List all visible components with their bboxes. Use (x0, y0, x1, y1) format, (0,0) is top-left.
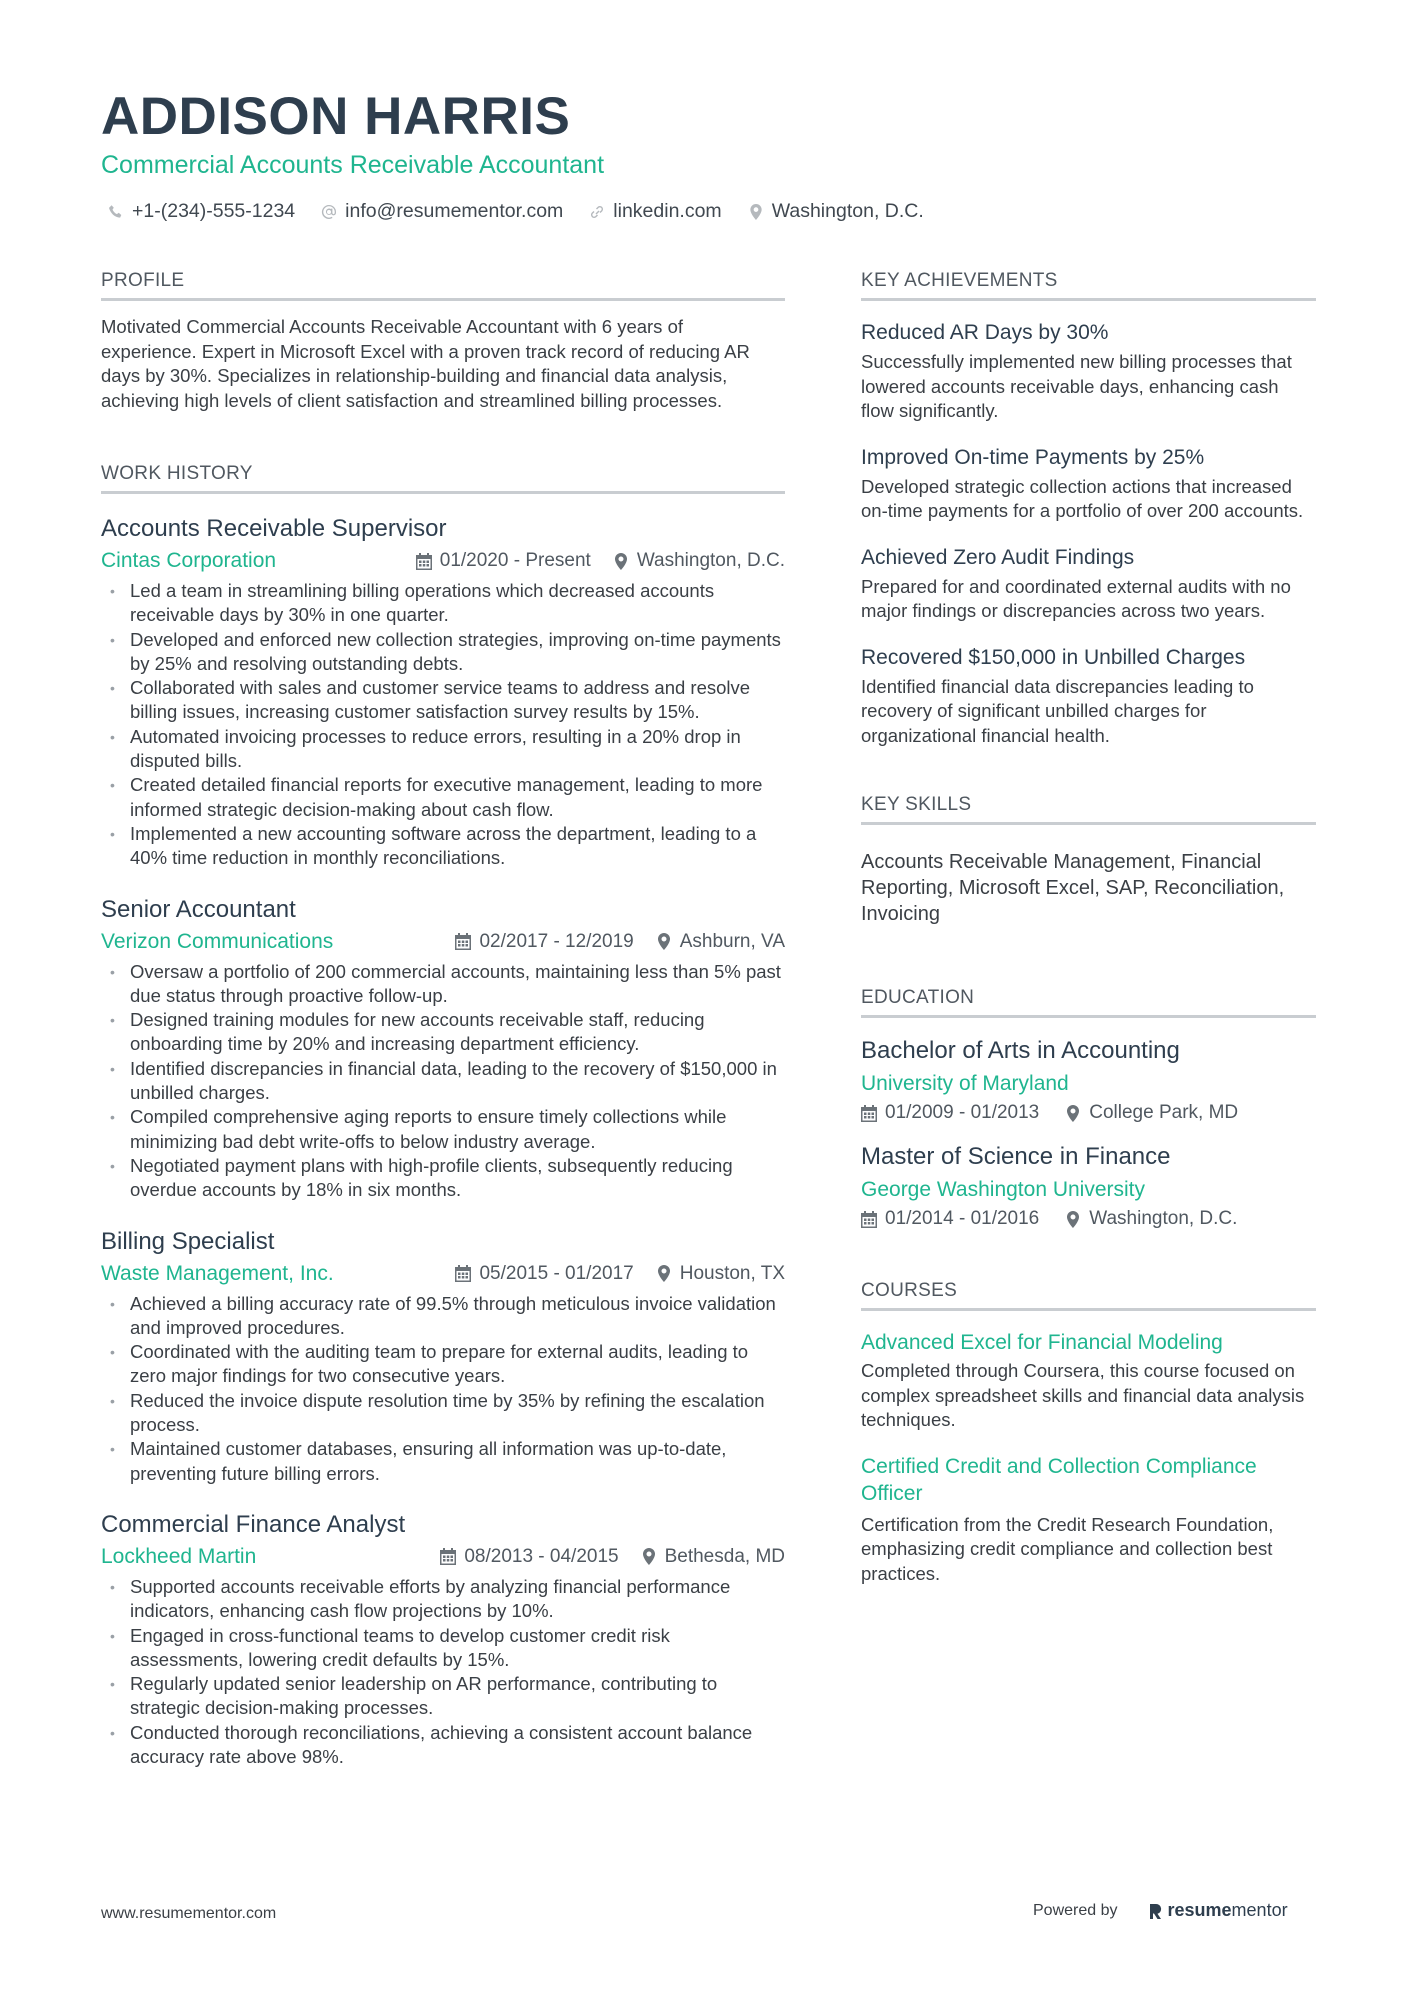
bullet-item: • Created detailed financial reports for executive management, leading to more informed strategic decision-making about cash flow. (101, 773, 785, 822)
achievement-item (861, 644, 1316, 749)
phone-icon (108, 204, 124, 220)
achievement-desc: Prepared for and coordinated external audits with no major findings or discrepancies across two years. (861, 575, 1291, 621)
job-bullets (101, 579, 785, 871)
achievement-title: Reduced AR Days by 30% (861, 321, 1109, 344)
calendar-icon (861, 1105, 877, 1122)
education-school: University of Maryland (861, 1072, 1069, 1095)
bullet-item: • Designed training modules for new accounts receivable staff, reducing onboarding time by 20% and increasing department efficiency. (101, 1008, 785, 1057)
bullet-item: • Engaged in cross-functional teams to develop customer credit risk assessments, lowering credit defaults by 15%. (101, 1624, 785, 1673)
calendar-icon (440, 1548, 456, 1565)
achievement-desc: Identified financial data discrepancies leading to recovery of significant unbilled charges for organizational financial health. (861, 675, 1254, 746)
achievement-item (861, 544, 1316, 624)
bullet-item: • Collaborated with sales and customer service teams to address and resolve billing issues, increasing customer satisfaction survey results by 15%. (101, 676, 785, 725)
footer-brand (1033, 1900, 1288, 1921)
job-role: Commercial Finance Analyst (101, 1510, 406, 1538)
calendar-icon (455, 933, 471, 950)
right-column (861, 270, 1316, 1586)
at-icon (321, 204, 337, 220)
map-pin-icon (748, 204, 764, 220)
bullet-item: • Negotiated payment plans with high-profile clients, subsequently reducing overdue accounts by 18% in six months. (101, 1154, 785, 1203)
map-pin-icon (656, 933, 672, 950)
bullet-item: • Implemented a new accounting software across the department, leading to a 40% time reduction in monthly reconciliations. (101, 822, 785, 871)
bullet-item: • Automated invoicing processes to reduce errors, resulting in a 20% drop in disputed bills. (101, 725, 785, 774)
job-entry (101, 1227, 785, 1486)
bullet-item: • Supported accounts receivable efforts by analyzing financial performance indicators, enhancing cash flow projections by 10%. (101, 1575, 785, 1624)
course-desc: Certification from the Credit Research Foundation, emphasizing credit compliance and collection best practices. (861, 1513, 1274, 1584)
left-column (101, 270, 785, 1769)
education-degree: Bachelor of Arts in Accounting (861, 1037, 1180, 1064)
map-pin-icon (613, 553, 629, 570)
resumementor-logo[interactable] (1148, 1900, 1288, 1921)
courses-heading: COURSES (861, 1280, 1316, 1311)
achievements-heading: KEY ACHIEVEMENTS (861, 270, 1316, 301)
job-bullets (101, 1292, 785, 1486)
bullet-item: • Conducted thorough reconciliations, achieving a consistent account balance accuracy rate above 98%. (101, 1721, 785, 1770)
job-company: Verizon Communications (101, 929, 334, 953)
bullet-item: • Identified discrepancies in financial data, leading to the recovery of $150,000 in unbilled charges. (101, 1057, 785, 1106)
map-pin-icon (656, 1265, 672, 1282)
calendar-icon (861, 1211, 877, 1228)
job-dates: 05/2015 - 01/2017 (479, 1262, 634, 1284)
achievement-desc: Successfully implemented new billing processes that lowered accounts receivable days, enhancing cash flow significantly. (861, 351, 1292, 421)
job-entry (101, 895, 785, 1203)
job-entry (101, 514, 785, 871)
skills-text: Accounts Receivable Management, Financial Reporting, Microsoft Excel, SAP, Reconciliation, Invoicing (861, 851, 1285, 925)
achievement-item (861, 319, 1316, 424)
calendar-icon (416, 553, 432, 570)
job-dates: 02/2017 - 12/2019 (479, 930, 634, 952)
job-location: Washington, D.C. (636, 550, 785, 571)
bullet-item: • Achieved a billing accuracy rate of 99.5% through meticulous invoice validation and improved procedures. (101, 1292, 785, 1341)
work-history-heading: WORK HISTORY (101, 463, 785, 494)
powered-by-label: Powered by (1033, 1901, 1118, 1919)
achievement-title: Recovered $150,000 in Unbilled Charges (861, 645, 1246, 669)
map-pin-icon (641, 1548, 657, 1565)
bullet-item: • Maintained customer databases, ensuring all information was up-to-date, preventing future billing errors. (101, 1437, 785, 1486)
education-item (861, 1142, 1316, 1230)
job-company: Waste Management, Inc. (101, 1261, 334, 1285)
job-location: Bethesda, MD (664, 1545, 785, 1567)
course-desc: Completed through Coursera, this course focused on complex spreadsheet skills and financial data analysis techniques. (861, 1360, 1305, 1430)
contact-phone (108, 200, 295, 223)
contact-location (748, 200, 924, 223)
profile-heading: PROFILE (101, 270, 785, 301)
logo-text-light: mentor (1231, 1900, 1288, 1920)
achievement-item (861, 444, 1316, 524)
job-bullets (101, 1575, 785, 1769)
education-location: Washington, D.C. (1089, 1208, 1238, 1229)
job-dates: 01/2020 - Present (439, 550, 591, 571)
contact-email[interactable] (321, 200, 563, 223)
candidate-title: Commercial Accounts Receivable Accountant (101, 151, 605, 179)
bullet-item: • Reduced the invoice dispute resolution time by 35% by refining the escalation process. (101, 1389, 785, 1438)
course-title: Certified Credit and Collection Compliance Officer (861, 1454, 1257, 1505)
bullet-item: • Coordinated with the auditing team to prepare for external audits, leading to zero major findings for two consecutive years. (101, 1340, 785, 1389)
bullet-item: • Oversaw a portfolio of 200 commercial accounts, maintaining less than 5% past due status through proactive follow-up. (101, 960, 785, 1009)
job-company: Lockheed Martin (101, 1544, 257, 1568)
job-role: Senior Accountant (101, 895, 296, 923)
location-text: Washington, D.C. (771, 200, 924, 222)
education-heading: EDUCATION (861, 987, 1316, 1018)
education-school: George Washington University (861, 1178, 1146, 1201)
bullet-item: • Regularly updated senior leadership on AR performance, contributing to strategic decision-making processes. (101, 1672, 785, 1721)
candidate-name: ADDISON HARRIS (101, 87, 571, 146)
education-dates: 01/2014 - 01/2016 (885, 1208, 1040, 1229)
contact-linkedin[interactable] (589, 200, 721, 223)
job-role: Accounts Receivable Supervisor (101, 515, 447, 542)
bullet-item: • Developed and enforced new collection strategies, improving on-time payments by 25% and resolving outstanding debts. (101, 628, 785, 677)
contact-bar (108, 200, 924, 223)
job-location: Houston, TX (679, 1262, 785, 1284)
logo-text-bold: resume (1167, 1900, 1232, 1920)
education-item (861, 1036, 1316, 1124)
linkedin-text[interactable]: linkedin.com (613, 200, 722, 222)
link-icon (589, 204, 605, 220)
calendar-icon (455, 1265, 471, 1282)
job-company: Cintas Corporation (101, 549, 277, 572)
phone-text: +1-(234)-555-1234 (132, 200, 296, 222)
profile-text: Motivated Commercial Accounts Receivable Accountant with 6 years of experience. Expert in Microsoft Excel with a proven track record of reducing AR days by 30%. Specializes in relationship-building and financial data analysis, achieving high levels of client satisfaction and streamlined billing processes. (101, 316, 750, 411)
skills-heading: KEY SKILLS (861, 794, 1316, 825)
email-text[interactable]: info@resumementor.com (345, 200, 564, 222)
education-location: College Park, MD (1089, 1102, 1239, 1123)
course-item (861, 1329, 1316, 1433)
course-item (861, 1453, 1316, 1587)
bullet-item: • Compiled comprehensive aging reports to ensure timely collections while minimizing bad debt write-offs to below industry average. (101, 1105, 785, 1154)
education-dates: 01/2009 - 01/2013 (885, 1102, 1040, 1123)
job-entry (101, 1510, 785, 1769)
achievement-desc: Developed strategic collection actions that increased on-time payments for a portfolio of over 200 accounts. (861, 475, 1304, 521)
achievement-title: Improved On-time Payments by 25% (861, 445, 1205, 469)
bullet-item: • Led a team in streamlining billing operations which decreased accounts receivable days by 30% in one quarter. (101, 579, 785, 628)
map-pin-icon (1065, 1105, 1081, 1122)
footer-website[interactable]: www.resumementor.com (101, 1905, 277, 1922)
achievement-title: Achieved Zero Audit Findings (861, 545, 1135, 569)
education-degree: Master of Science in Finance (861, 1143, 1171, 1170)
map-pin-icon (1065, 1211, 1081, 1228)
job-dates: 08/2013 - 04/2015 (464, 1545, 619, 1567)
resumementor-logo-icon (1148, 1902, 1162, 1920)
job-bullets (101, 960, 785, 1203)
job-location: Ashburn, VA (679, 930, 785, 952)
job-role: Billing Specialist (101, 1227, 275, 1255)
course-title: Advanced Excel for Financial Modeling (861, 1331, 1223, 1354)
